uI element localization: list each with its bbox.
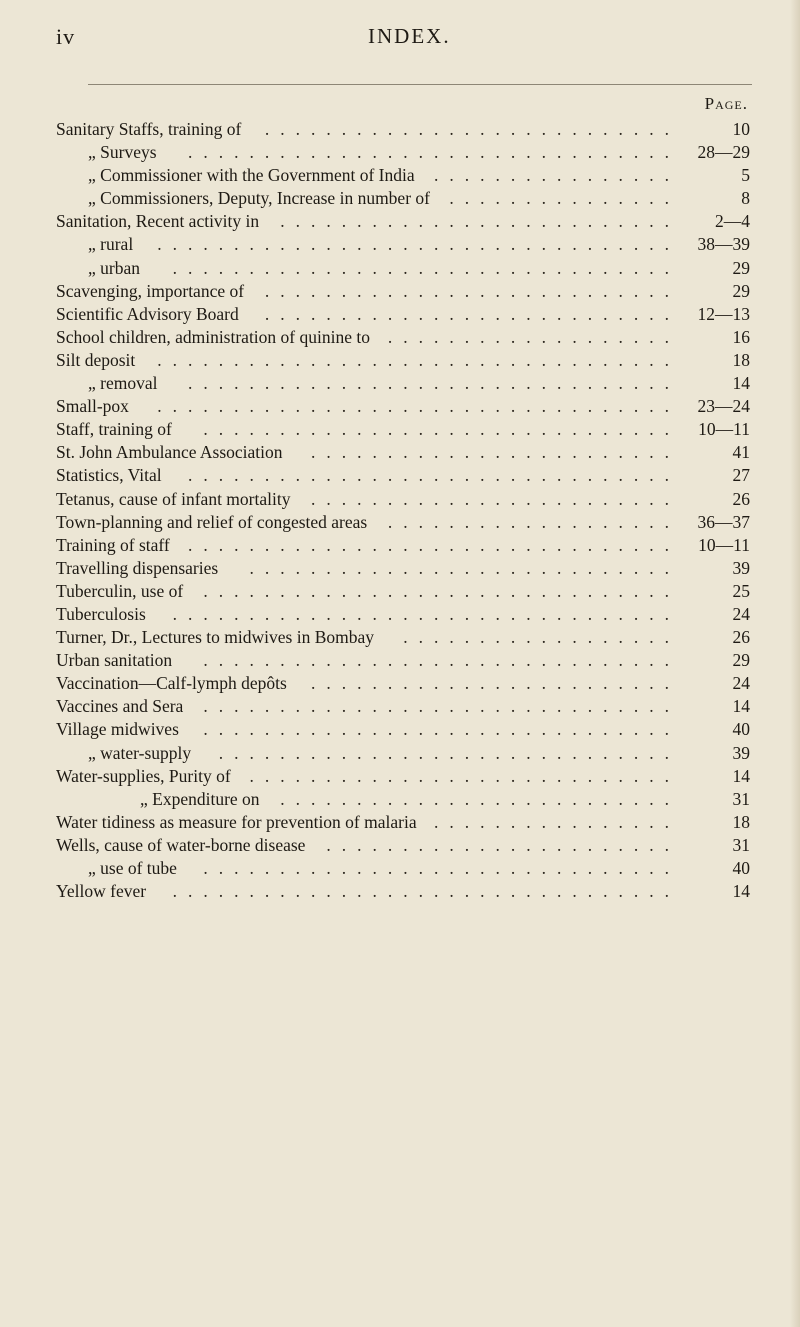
dot-leader: ................... [387,326,680,347]
index-page-ref: 12—13 [697,303,750,324]
index-term: Village midwives [56,719,179,740]
index-entry [56,534,750,557]
dot-leader: ........................ [311,673,680,694]
dot-leader: ............................... [203,696,680,717]
index-entries [56,118,750,903]
index-entry [56,718,750,741]
dot-leader: ................................. [172,881,680,902]
index-entry [56,580,750,603]
index-page-ref: 29 [732,280,750,301]
index-page-ref: 39 [732,557,750,578]
index-entry [56,511,750,534]
index-term: Vaccination—Calf-lymph depôts [56,673,287,694]
index-term: Sanitary Staffs, training of [56,119,242,139]
index-term: Vaccines and Sera [56,696,184,717]
index-entry [56,557,750,580]
index-entry [56,834,750,857]
dot-leader: ........................... [264,119,680,139]
index-term: Travelling dispensaries [56,557,219,578]
dot-leader: .................................. [157,396,680,417]
index-term: Yellow fever [56,881,147,902]
dot-leader: ................................. [172,603,680,624]
index-term: Statistics, Vital [56,465,162,486]
page-number: iv [56,24,76,49]
dot-leader: ............................... [203,419,680,440]
dot-leader: ............................... [203,719,680,740]
index-page-ref: 18 [732,811,750,832]
index-page-ref: 31 [732,788,750,809]
dot-leader: ............................... [203,580,680,601]
index-page-ref: 38—39 [697,234,750,255]
dot-leader: .................. [403,627,680,648]
index-entry [56,603,750,626]
index-entry [56,441,750,464]
index-term: „ rural [88,234,134,255]
index-page-ref: 8 [741,188,750,209]
index-page-ref: 16 [732,326,750,347]
index-page-ref: 10—11 [698,534,750,555]
dot-leader: ........................ [311,488,680,509]
index-entry [56,233,750,256]
index-entry [56,488,750,511]
dot-leader: ............... [449,188,680,209]
index-entry [56,187,750,210]
index-entry [56,811,750,834]
index-page-ref: 14 [732,373,750,394]
index-page-ref: 23—24 [697,396,750,417]
index-entry [56,765,750,788]
index-page-ref: 2—4 [715,211,750,232]
index-term: „ Commissioner with the Government of India [88,165,415,186]
dot-leader: ................................ [188,465,680,486]
index-page-ref: 14 [732,765,750,786]
index-term: St. John Ambulance Association [56,442,283,463]
dot-leader: ............................ [249,557,680,578]
index-entry [56,349,750,372]
index-entry [56,626,750,649]
index-page-ref: 36—37 [697,511,750,532]
index-term: Wells, cause of water-borne disease [56,834,306,855]
index-page-ref: 14 [732,881,750,902]
index-term: Tuberculin, use of [56,580,184,601]
index-term: „ Commissioners, Deputy, Increase in number of [88,188,430,209]
index-term: „ Expenditure on [140,788,260,809]
index-page-ref: 5 [741,165,750,186]
index-entry [56,257,750,280]
index-page-ref: 18 [732,349,750,370]
index-page-ref: 24 [732,603,750,624]
dot-leader: ................................ [188,142,680,163]
index-term: „ removal [88,373,158,394]
index-entry [56,742,750,765]
index-term: „ water-supply [88,742,192,763]
index-entry [56,880,750,903]
dot-leader: ................................. [172,257,680,278]
index-page-ref: 29 [732,650,750,671]
index-page-ref: 41 [732,442,750,463]
index-page-ref: 27 [732,465,750,486]
index-page-ref: 31 [732,834,750,855]
index-term: Tetanus, cause of infant mortality [56,488,291,509]
running-head: INDEX. [368,24,451,48]
index-page-ref: 39 [732,742,750,763]
index-page-ref: 10—11 [698,419,750,440]
index-term: Turner, Dr., Lectures to midwives in Bombay [56,627,374,648]
index-term: Urban sanitation [56,650,173,671]
index-term: Town-planning and relief of congested areas [56,511,368,532]
index-page-ref: 26 [732,627,750,648]
index-page-ref: 29 [732,257,750,278]
index-page-ref: 10 [732,119,750,139]
index-page-ref: 28—29 [697,142,750,163]
index-term: Scientific Advisory Board [56,303,239,324]
dot-leader: ................ [434,165,680,186]
index-entry [56,418,750,441]
index-term: School children, administration of quinine to [56,326,370,347]
index-entry [56,857,750,880]
index-entry [56,164,750,187]
dot-leader: ............................ [249,765,680,786]
dot-leader: ....................... [326,834,680,855]
page-column-heading: Page. [704,94,748,113]
index-entry [56,280,750,303]
dot-leader: ............................... [203,650,680,671]
index-page-ref: 26 [732,488,750,509]
dot-leader: .............................. [218,742,680,763]
index-entry [56,649,750,672]
index-term: Scavenging, importance of [56,280,245,301]
index-entry [56,672,750,695]
dot-leader: .................................. [157,349,680,370]
index-entry [56,210,750,233]
header-rule [88,84,752,85]
index-page-ref: 40 [732,858,750,878]
dot-leader: ........................ [311,442,680,463]
index-page-ref: 24 [732,673,750,694]
index-term: Sanitation, Recent activity in [56,211,260,232]
index-entry [56,372,750,395]
dot-leader: ............................... [203,858,680,878]
index-entry [56,464,750,487]
index-entry [56,118,750,141]
dot-leader: .................................. [157,234,680,255]
dot-leader: ................................ [188,534,680,555]
index-entry [56,395,750,418]
dot-leader: ................ [434,811,680,832]
index-page-ref: 14 [732,696,750,717]
index-entry [56,695,750,718]
dot-leader: .......................... [280,788,680,809]
index-term: Staff, training of [56,419,172,440]
index-term: Water-supplies, Purity of [56,765,231,786]
index-term: Tuberculosis [56,603,146,624]
dot-leader: ................................ [188,373,680,394]
index-term: Silt deposit [56,349,136,370]
index-page-ref: 25 [732,580,750,601]
index-entry [56,326,750,349]
index-entry [56,303,750,326]
index-entry [56,788,750,811]
index-term: „ urban [88,257,140,278]
index-page-ref: 40 [732,719,750,740]
page-edge-shadow [790,0,800,1327]
dot-leader: .......................... [280,211,680,232]
index-term: „ use of tube [88,858,177,878]
index-term: Small-pox [56,396,129,417]
dot-leader: ........................... [264,280,680,301]
page-header [0,24,800,54]
index-entry [56,141,750,164]
index-term: Training of staff [56,534,170,555]
dot-leader: ................... [387,511,680,532]
dot-leader: ........................... [264,303,680,324]
index-term: Water tidiness as measure for prevention of malaria [56,811,417,832]
index-term: „ Surveys [88,142,157,163]
